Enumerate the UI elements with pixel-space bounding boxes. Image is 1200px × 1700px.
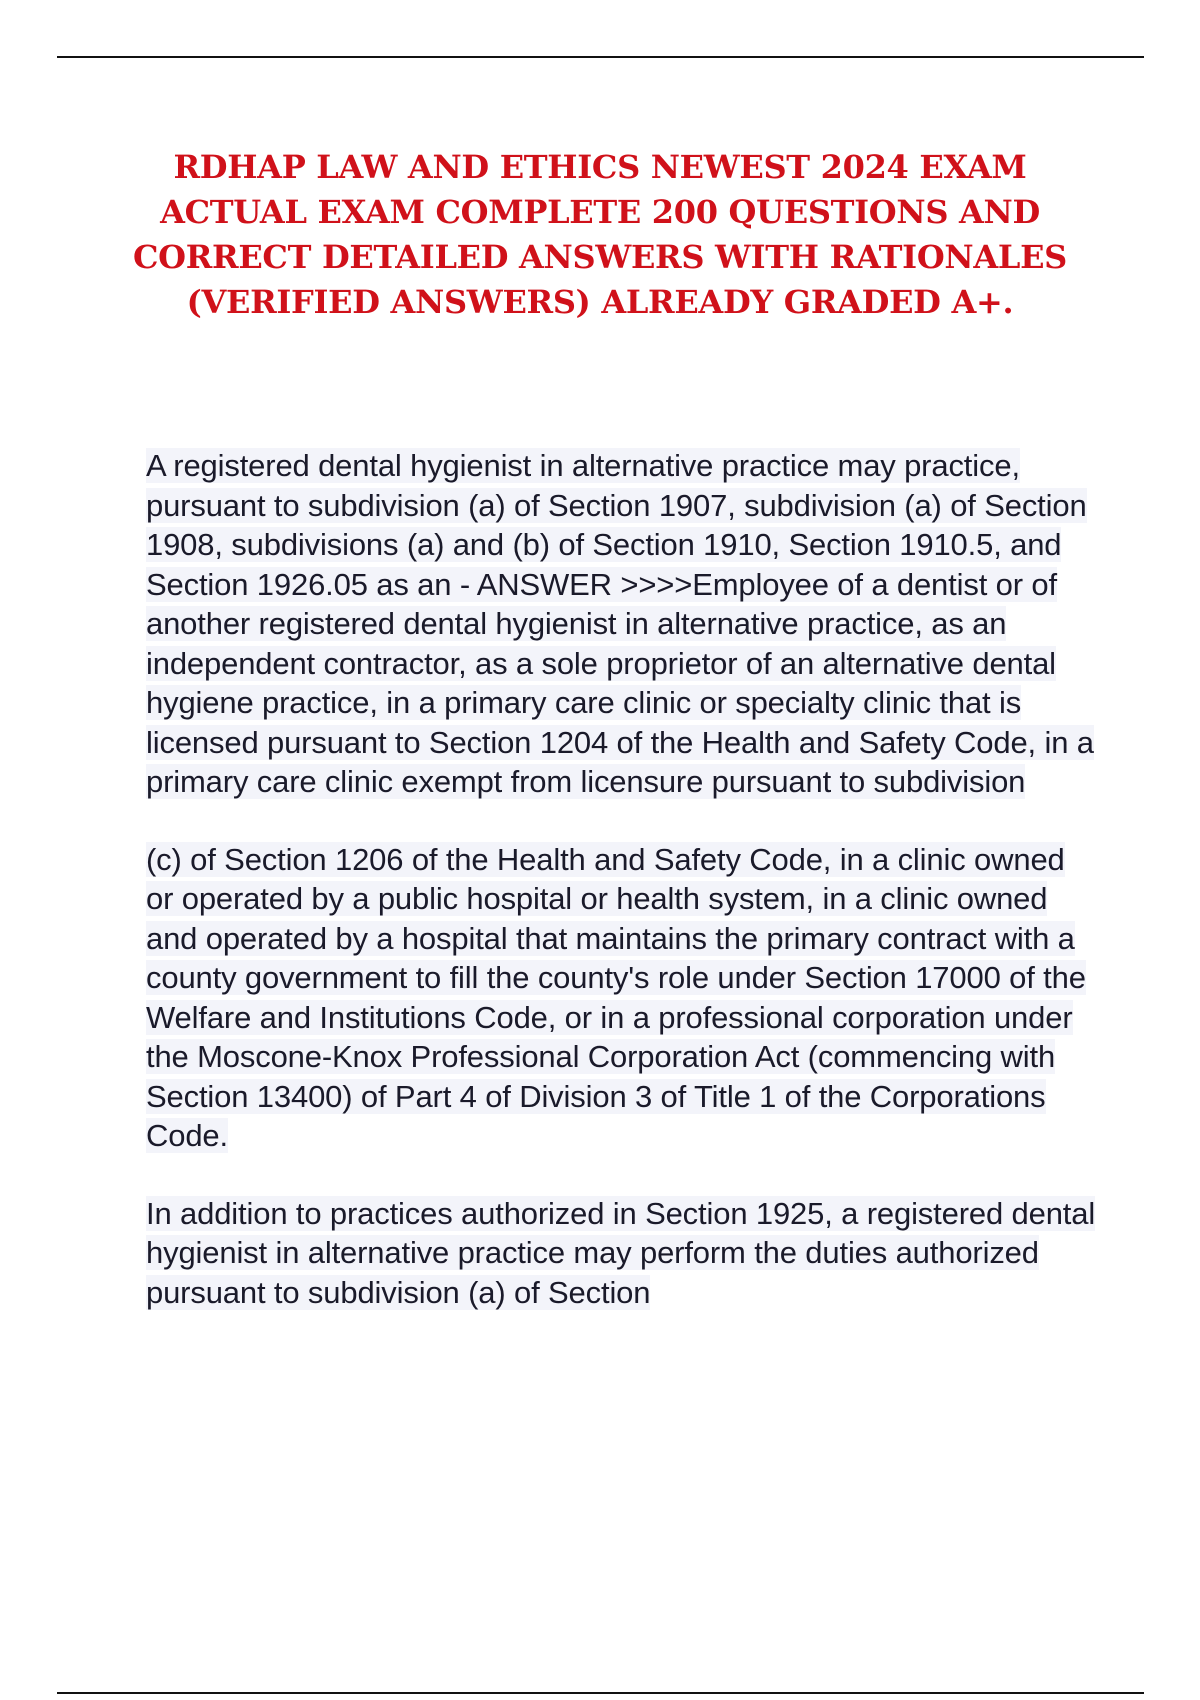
- paragraph-3: [146, 1194, 1096, 1313]
- top-rule: [57, 56, 1144, 58]
- document-title: RDHAP LAW AND ETHICS NEWEST 2024 EXAM ACTUAL EXAM COMPLETE 200 QUESTIONS AND CORRECT DETAILED ANSWERS WITH RATIONALES (VERIFIED ANSWERS) ALREADY GRADED A+.: [133, 148, 1067, 321]
- paragraph-2: [146, 840, 1096, 1156]
- paragraph-text: A registered dental hygienist in alternative practice may practice, pursuant to subdivision (a) of Section 1907, subdivision (a) of Section 1908, subdivisions (a) and (b) of Section 1910, Section 1910.5, and Section 1926.05 as an - ANSWER >>>>Employee of a dentist or of another registered dental hygienist in alternative practice, as an independent contractor, as a sole proprietor of an alternative dental hygiene practice, in a primary care clinic or specialty clinic that is licensed pursuant to Section 1204 of the Health and Safety Code, in a primary care clinic exempt from licensure pursuant to subdivision: [146, 448, 1094, 799]
- paragraph-text: In addition to practices authorized in Section 1925, a registered dental hygienist in alternative practice may perform the duties authorized pursuant to subdivision (a) of Section: [146, 1195, 1096, 1310]
- document-body: [146, 446, 1096, 1350]
- bottom-rule: [57, 1692, 1144, 1694]
- paragraph-text: (c) of Section 1206 of the Health and Safety Code, in a clinic owned or operated by a public hospital or health system, in a clinic owned and operated by a hospital that maintains the primary contract with a county government to fill the county's role under Section 17000 of the Welfare and Institutions Code, or in a professional corporation under the Moscone-Knox Professional Corporation Act (commencing with Section 13400) of Part 4 of Division 3 of Title 1 of the Corporations Code.: [146, 841, 1086, 1153]
- paragraph-1: [146, 446, 1096, 802]
